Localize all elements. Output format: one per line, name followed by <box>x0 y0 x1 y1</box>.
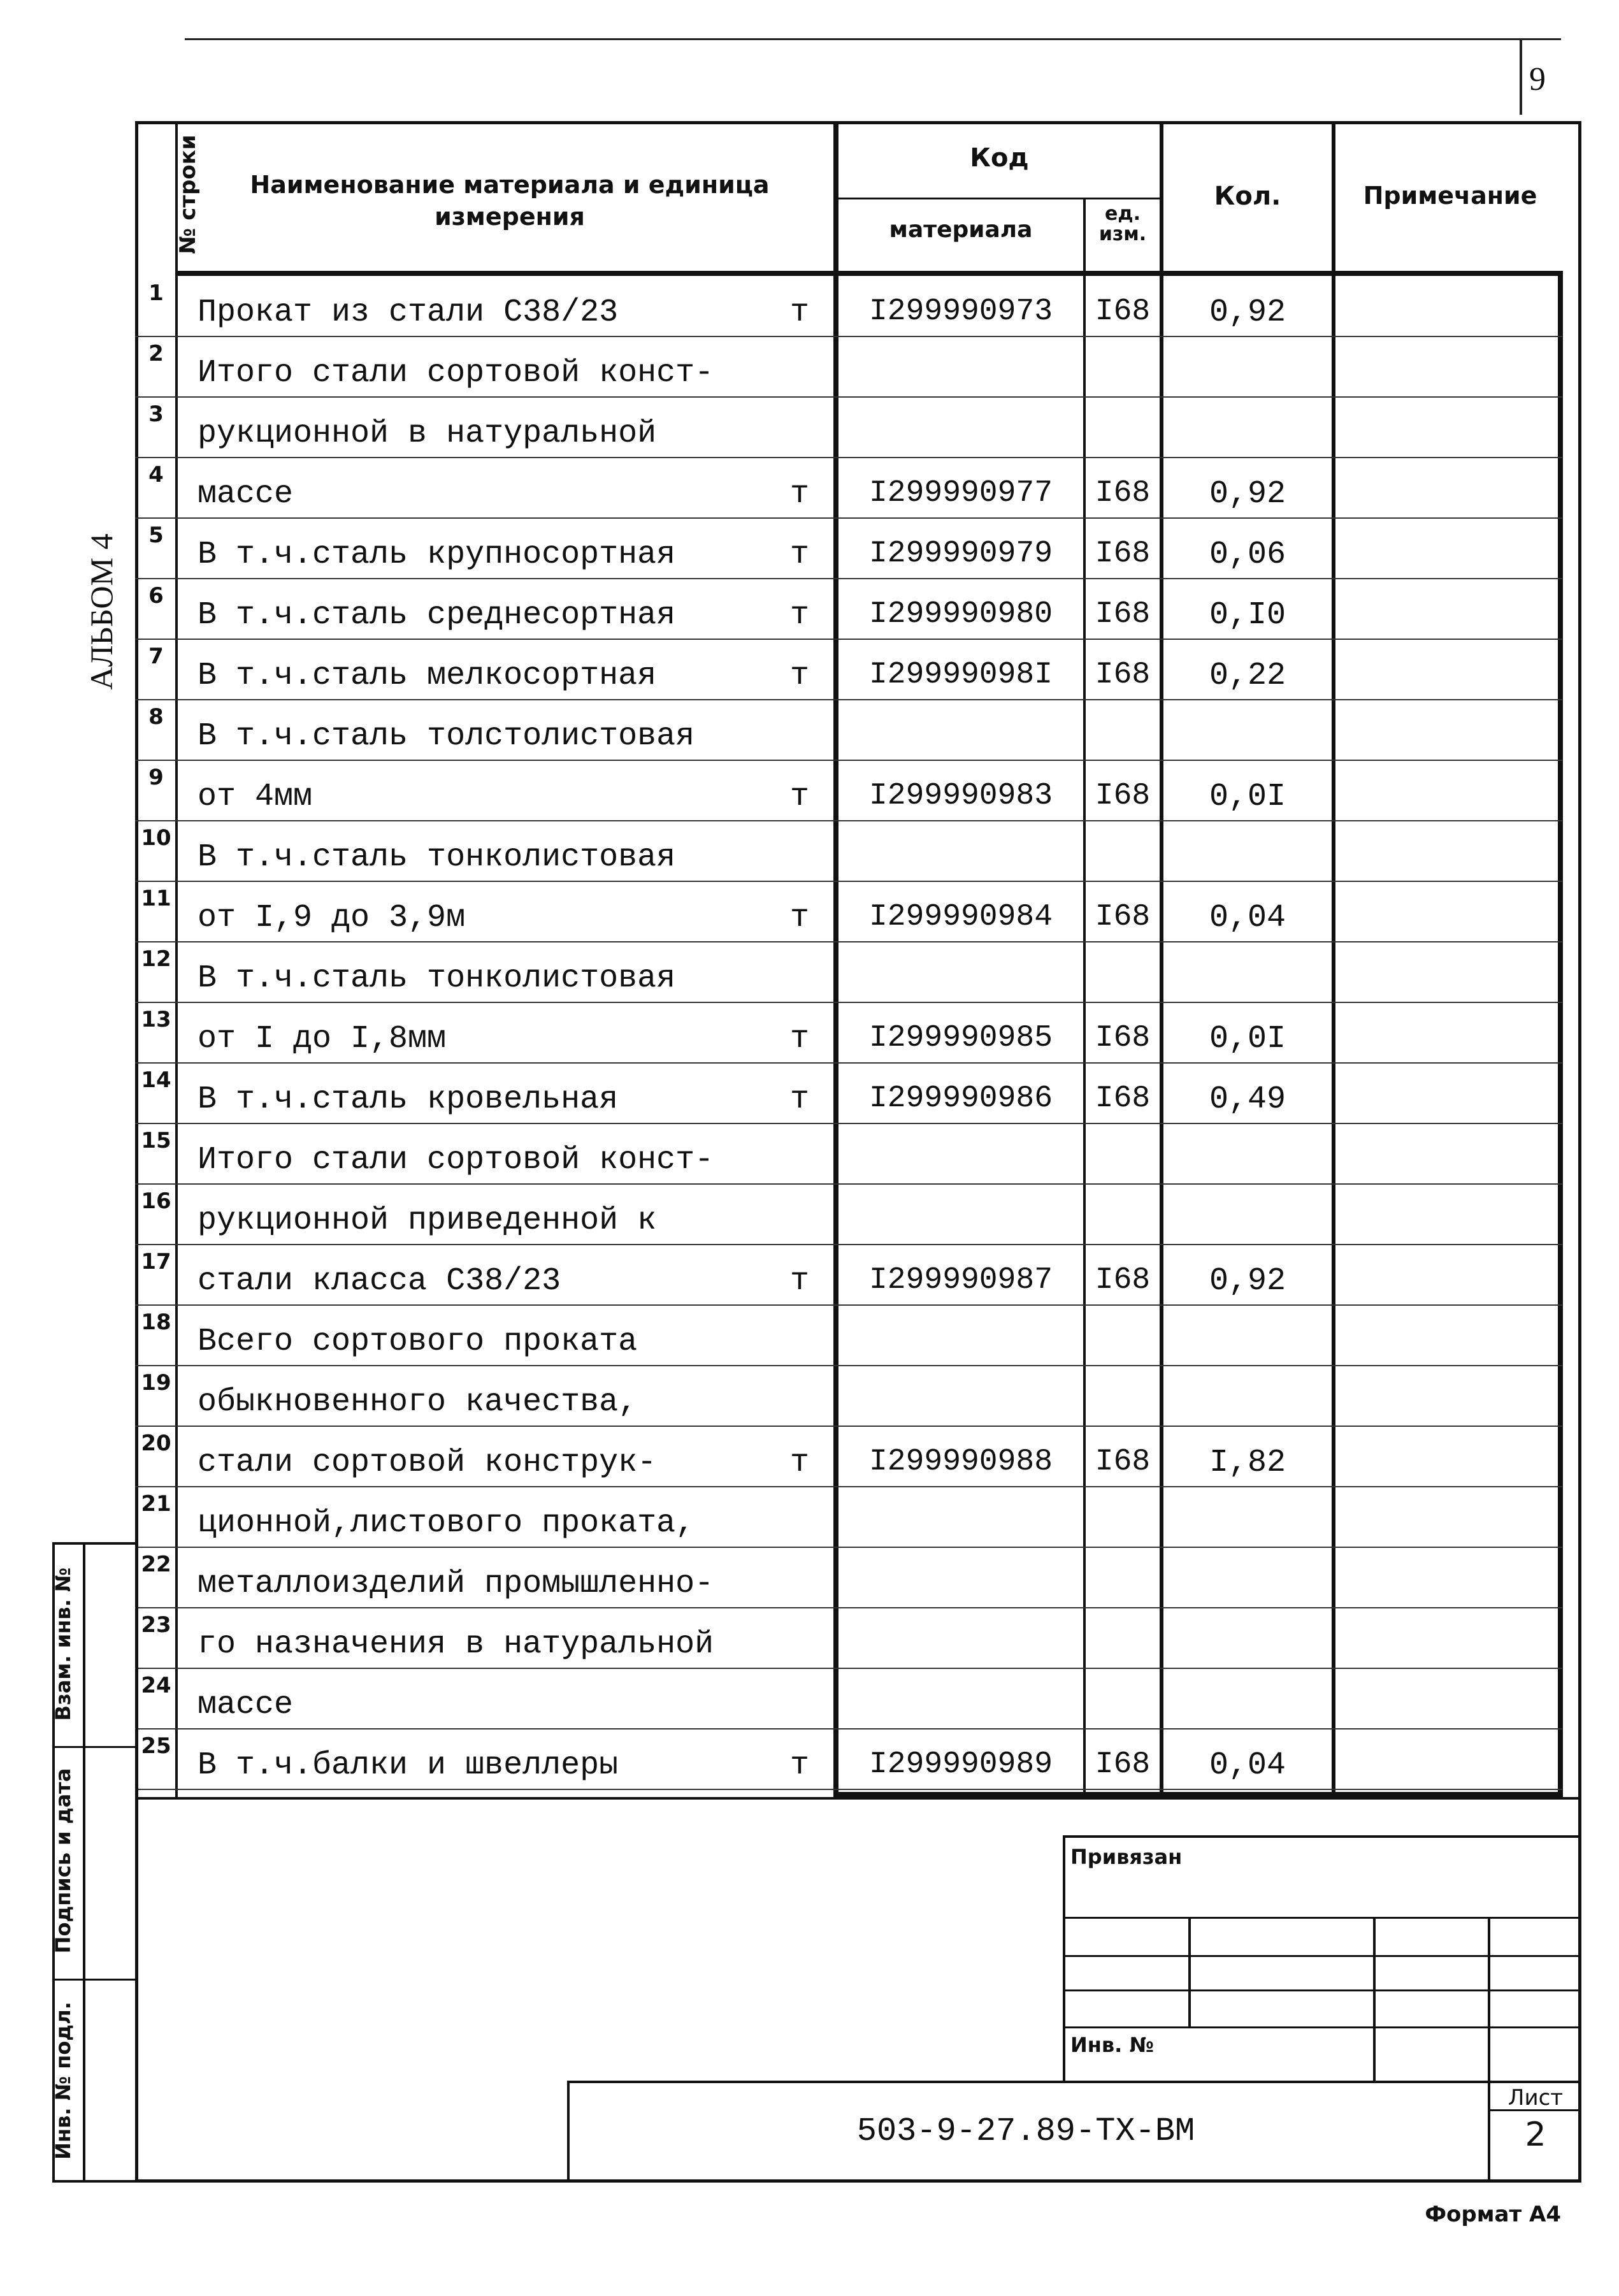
row-material-code: I299990983 <box>868 779 1053 813</box>
row-separator <box>135 578 1562 579</box>
privyazan-line-1 <box>1063 1917 1581 1919</box>
row-number: 2 <box>148 341 164 366</box>
col-line-unitcode <box>1083 198 1086 1797</box>
row-material-name: от I до I,8мм <box>198 1021 447 1057</box>
row-quantity: 0,04 <box>1209 1747 1286 1784</box>
row-unit-code: I68 <box>1095 1263 1151 1297</box>
row-separator <box>135 639 1562 640</box>
row-material-code: I299990984 <box>868 900 1053 934</box>
row-separator <box>135 1789 1562 1790</box>
col-line-qty <box>1160 121 1163 1797</box>
row-separator <box>135 336 1562 337</box>
row-unit-code: I68 <box>1095 537 1151 571</box>
row-quantity: 0,0I <box>1209 779 1286 815</box>
row-unit: т <box>789 900 809 936</box>
top-rule <box>185 38 1561 40</box>
sheet-number: 2 <box>1525 2116 1546 2154</box>
row-material-code: I299990973 <box>868 294 1053 329</box>
inv-no-label: Инв. № <box>1070 2033 1154 2057</box>
album-label: АЛЬБОМ 4 <box>83 533 119 690</box>
row-unit: т <box>789 476 809 512</box>
row-number: 23 <box>141 1612 171 1638</box>
row-unit: т <box>789 1081 809 1118</box>
row-quantity: 0,22 <box>1209 658 1286 694</box>
row-separator <box>135 457 1562 458</box>
row-number: 18 <box>141 1310 171 1335</box>
row-material-name: В т.ч.сталь толстолистовая <box>198 718 695 755</box>
row-number: 16 <box>141 1188 171 1214</box>
header-name: Наименование материала и единица измерения <box>250 171 770 231</box>
row-quantity: 0,92 <box>1209 476 1286 512</box>
col-line-code <box>833 121 838 1797</box>
header-note: Примечание <box>1363 182 1537 210</box>
row-unit: т <box>789 1021 809 1057</box>
row-separator <box>135 760 1562 761</box>
row-unit: т <box>789 294 809 331</box>
row-number: 13 <box>141 1007 171 1032</box>
row-material-code: I299990985 <box>868 1021 1053 1055</box>
row-number: 24 <box>141 1673 171 1698</box>
row-number: 4 <box>148 462 164 487</box>
row-number: 10 <box>141 825 171 851</box>
row-number: 12 <box>141 946 171 972</box>
row-number: 17 <box>141 1249 171 1274</box>
row-separator <box>135 699 1562 700</box>
row-separator <box>135 881 1562 882</box>
row-separator <box>135 1183 1562 1185</box>
row-unit-code: I68 <box>1095 597 1151 632</box>
row-material-name: Итого стали сортовой конст- <box>198 1142 714 1178</box>
table-bottom-line <box>135 1797 1581 1800</box>
row-separator <box>135 1304 1562 1306</box>
row-number: 15 <box>141 1128 171 1153</box>
row-number: 5 <box>148 523 164 548</box>
row-material-name: В т.ч.сталь кровельная <box>198 1081 619 1118</box>
row-material-name: массе <box>198 476 294 512</box>
header-code-split <box>833 198 1162 199</box>
row-material-code: I29999098I <box>868 658 1053 692</box>
row-unit-code: I68 <box>1095 476 1151 510</box>
row-quantity: 0,0I <box>1209 1021 1286 1057</box>
row-quantity: 0,92 <box>1209 294 1286 331</box>
row-separator <box>135 1668 1562 1669</box>
row-material-code: I299990989 <box>868 1747 1053 1782</box>
row-material-name: В т.ч.сталь среднесортная <box>198 597 676 633</box>
row-material-name: стали класса С38/23 <box>198 1263 561 1299</box>
row-number: 9 <box>148 765 164 790</box>
privyazan-label: Привязан <box>1070 1845 1183 1869</box>
row-separator <box>135 1062 1562 1064</box>
row-quantity: 0,04 <box>1209 900 1286 936</box>
header-row-no: № строки <box>175 134 201 254</box>
row-material-code: I299990986 <box>868 1081 1053 1116</box>
row-unit: т <box>789 658 809 694</box>
row-quantity: 0,49 <box>1209 1081 1286 1118</box>
row-unit-code: I68 <box>1095 294 1151 329</box>
row-material-name: В т.ч.балки и швеллеры <box>198 1747 619 1784</box>
row-material-name: от I,9 до 3,9м <box>198 900 466 936</box>
row-number: 21 <box>141 1491 171 1517</box>
row-number: 11 <box>141 886 171 911</box>
row-separator <box>135 396 1562 398</box>
row-unit-code: I68 <box>1095 658 1151 692</box>
header-code: Код <box>970 143 1029 173</box>
col-line-rownum <box>175 121 178 1797</box>
stamp-vzam: Взам. инв. № <box>51 1567 75 1721</box>
row-separator <box>135 1244 1562 1245</box>
stamp-inner-line <box>83 1542 85 2183</box>
row-material-code: I299990977 <box>868 476 1053 510</box>
row-material-name: го назначения в натуральной <box>198 1626 714 1663</box>
row-quantity: I,82 <box>1209 1445 1286 1481</box>
row-separator <box>135 1123 1562 1124</box>
stamp-line-2 <box>52 1979 138 1981</box>
page-number: 9 <box>1529 61 1546 97</box>
stamp-inv-podl: Инв. № подл. <box>51 2002 75 2160</box>
row-material-name: Прокат из стали С38/23 <box>198 294 619 331</box>
row-separator <box>135 1728 1562 1729</box>
privyazan-vline-1 <box>1188 1917 1191 2026</box>
row-unit: т <box>789 537 809 573</box>
row-unit: т <box>789 779 809 815</box>
row-unit: т <box>789 1263 809 1299</box>
row-material-name: В т.ч.сталь мелкосортная <box>198 658 657 694</box>
privyazan-line-4 <box>1063 2026 1581 2028</box>
row-material-name: от 4мм <box>198 779 313 815</box>
row-number: 8 <box>148 704 164 730</box>
row-material-name: Итого стали сортовой конст- <box>198 355 714 391</box>
row-separator <box>135 517 1562 519</box>
row-number: 3 <box>148 401 164 427</box>
row-material-name: рукционной приведенной к <box>198 1202 657 1239</box>
header-qty: Кол. <box>1214 182 1281 211</box>
row-separator <box>135 1607 1562 1608</box>
row-material-name: рукционной в натуральной <box>198 415 657 452</box>
privyazan-line-2 <box>1063 1955 1581 1957</box>
row-separator <box>135 1426 1562 1427</box>
row-number: 22 <box>141 1552 171 1577</box>
row-material-code: I299990988 <box>868 1445 1053 1479</box>
row-material-name: обыкновенного качества, <box>198 1384 638 1420</box>
row-material-code: I299990979 <box>868 537 1053 571</box>
row-unit: т <box>789 1747 809 1784</box>
row-number: 6 <box>148 583 164 609</box>
row-material-name: стали сортовой конструк- <box>198 1445 657 1481</box>
col-line-right <box>1558 271 1563 1797</box>
row-unit: т <box>789 1445 809 1481</box>
row-quantity: 0,92 <box>1209 1263 1286 1299</box>
row-unit-code: I68 <box>1095 1445 1151 1479</box>
row-number: 1 <box>148 280 164 306</box>
row-number: 20 <box>141 1431 171 1456</box>
row-material-name: В т.ч.сталь тонколистовая <box>198 960 676 997</box>
privyazan-vline-2 <box>1373 1917 1376 2081</box>
row-material-code: I299990987 <box>868 1263 1053 1297</box>
row-separator <box>135 941 1562 942</box>
row-number: 14 <box>141 1067 171 1093</box>
row-material-name: ционной,листового проката, <box>198 1505 695 1541</box>
row-separator <box>135 1002 1562 1003</box>
row-material-name: массе <box>198 1687 294 1723</box>
row-number: 7 <box>148 644 164 669</box>
row-unit-code: I68 <box>1095 779 1151 813</box>
row-unit-code: I68 <box>1095 1081 1151 1116</box>
row-separator <box>135 820 1562 821</box>
row-material-name: Всего сортового проката <box>198 1324 638 1360</box>
row-quantity: 0,I0 <box>1209 597 1286 633</box>
row-material-name: металлоизделий промышленно- <box>198 1566 714 1602</box>
privyazan-line-3 <box>1063 1989 1581 1991</box>
row-material-code: I299990980 <box>868 597 1053 632</box>
row-separator <box>135 1547 1562 1548</box>
col-line-note <box>1332 121 1335 1797</box>
row-unit-code: I68 <box>1095 1747 1151 1782</box>
row-material-name: В т.ч.сталь тонколистовая <box>198 839 676 876</box>
stamp-podpis: Подпись и дата <box>51 1768 75 1954</box>
sheet-label: Лист <box>1507 2085 1564 2111</box>
row-number: 19 <box>141 1370 171 1396</box>
header-bottom <box>175 271 1563 276</box>
format-label: Формат А4 <box>1425 2202 1561 2227</box>
row-separator <box>135 1486 1562 1487</box>
header-code-material: материала <box>889 217 1033 243</box>
row-separator <box>135 1365 1562 1366</box>
stamp-line-1 <box>52 1746 138 1748</box>
row-quantity: 0,06 <box>1209 537 1286 573</box>
header-code-unit: ед. изм. <box>1098 203 1147 245</box>
row-unit-code: I68 <box>1095 1021 1151 1055</box>
table-bottom <box>833 1792 1563 1797</box>
document-code: 503-9-27.89-ТХ-ВМ <box>856 2112 1195 2150</box>
row-material-name: В т.ч.сталь крупносортная <box>198 537 676 573</box>
row-unit: т <box>789 597 809 633</box>
row-number: 25 <box>141 1733 171 1759</box>
row-unit-code: I68 <box>1095 900 1151 934</box>
